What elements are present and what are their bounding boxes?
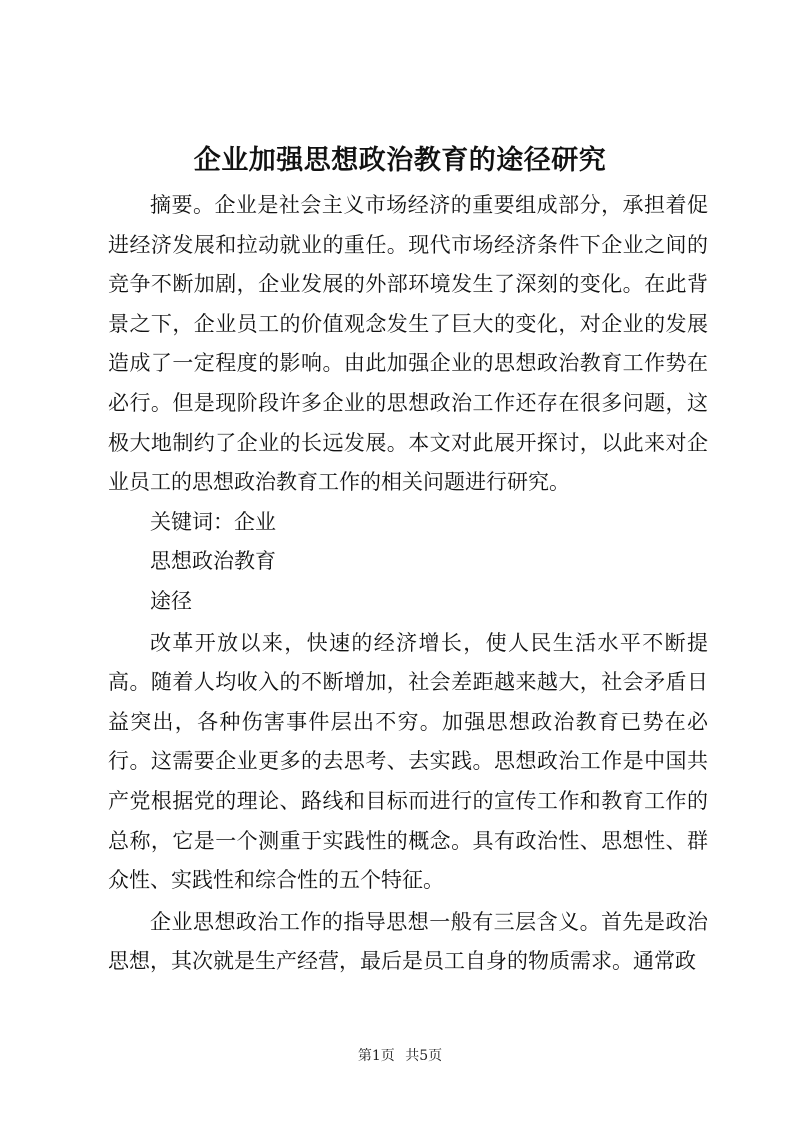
- body-paragraph: 企业思想政治工作的指导思想一般有三层含义。首先是政治思想，其次就是生产经营，最后是员工自身的物质需求。通常政: [108, 909, 708, 974]
- page-number: 第1页: [357, 1048, 395, 1064]
- body-paragraph: 改革开放以来，快速的经济增长，使人民生活水平不断提高。随着人均收入的不断增加，社会差距越来越大，社会矛盾日益突出，各种伤害事件层出不穷。加强思想政治教育已势在必行。这需要企业更多的去思考、去实践。思想政治工作是中国共产党根据党的理论、路线和目标而进行的宣传工作和教育工作的总称，它是一个测重于实践性的概念。具有政治性、思想性、群众性、实践性和综合性的五个特征。: [108, 630, 708, 893]
- keyword-item: 思想政治教育: [150, 549, 276, 574]
- abstract-paragraph: 摘要。企业是社会主义市场经济的重要组成部分，承担着促进经济发展和拉动就业的重任。现代市场经济条件下企业之间的竞争不断加剧，企业发展的外部环境发生了深刻的变化。在此背景之下，企业员工的价值观念发生了巨大的变化，对企业的发展造成了一定程度的影响。由此加强企业的思想政治教育工作势在必行。但是现阶段许多企业的思想政治工作还存在很多问题，这极大地制约了企业的长远发展。本文对此展开探讨，以此来对企业员工的思想政治教育工作的相关问题进行研究。: [108, 193, 708, 495]
- keywords-line: 关键词：企业: [150, 509, 276, 534]
- document-title: 企业加强思想政治教育的途径研究: [193, 145, 607, 176]
- page-total: 共5页: [405, 1048, 443, 1064]
- keyword-item: 途径: [150, 588, 192, 613]
- document-body: [108, 186, 708, 982]
- page-footer: [0, 1046, 800, 1066]
